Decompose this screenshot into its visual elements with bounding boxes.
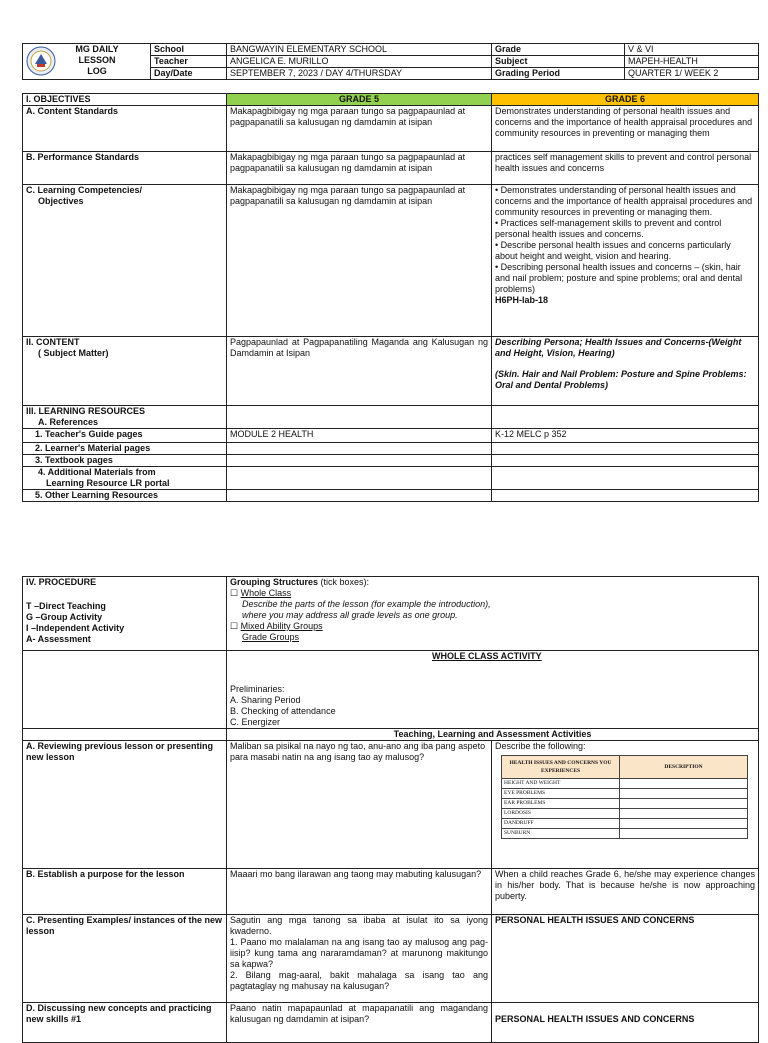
competencies-label bbox=[23, 185, 227, 337]
describe-following: Describe the following: bbox=[495, 741, 586, 751]
activity-d-g6-text: PERSONAL HEALTH ISSUES AND CONCERNS bbox=[495, 1014, 695, 1024]
description-cell[interactable] bbox=[620, 799, 748, 809]
title-line: MG DAILY bbox=[75, 44, 119, 54]
resources-g6 bbox=[492, 406, 759, 429]
legend-item: T –Direct Teaching bbox=[26, 601, 106, 611]
competencies-label-line: C. Learning Competencies/ bbox=[26, 185, 143, 195]
additional-materials-g5 bbox=[227, 467, 492, 490]
school-value: BANGWAYIN ELEMENTARY SCHOOL bbox=[227, 44, 492, 56]
deped-seal-icon bbox=[26, 46, 56, 76]
health-issue-row: EAR PROBLEMS bbox=[502, 799, 620, 809]
content-label bbox=[23, 337, 227, 406]
mixed-ability-checkbox[interactable]: ☐ bbox=[230, 621, 239, 631]
grade5-header: GRADE 5 bbox=[227, 94, 492, 106]
health-issue-row: EYE PROBLEMS bbox=[502, 789, 620, 799]
resources-g5 bbox=[227, 406, 492, 429]
activity-a-g5: Maliban sa pisikal na nayo ng tao, anu-ano ang iba pang aspeto para masabi natin na ang isang tao ay malusog? bbox=[227, 741, 492, 869]
resources-heading bbox=[23, 406, 227, 429]
grade6-header: GRADE 6 bbox=[492, 94, 759, 106]
preliminaries-label: Preliminaries: bbox=[230, 684, 285, 694]
legend-item: I –Independent Activity bbox=[26, 623, 125, 633]
legend-item: A- Assessment bbox=[26, 634, 91, 644]
other-resources-label: 5. Other Learning Resources bbox=[23, 490, 227, 502]
content-standards-g6: Demonstrates understanding of personal health issues and concerns and the importance of health appraisal procedures and community resources in preventing or managing them bbox=[492, 106, 759, 152]
whole-class-activity-title: WHOLE CLASS ACTIVITY bbox=[432, 651, 542, 661]
competency-item: • Describing personal health issues and concerns – (skin, hair and nail problem; posture and spine problems; oral and dental problems) bbox=[495, 262, 743, 294]
activity-b-g5: Maaari mo bang ilarawan ang taong may mabuting kalusugan? bbox=[227, 869, 492, 915]
additional-materials-g6 bbox=[492, 467, 759, 490]
grouping-suffix: (tick boxes): bbox=[318, 577, 370, 587]
activity-c-g5 bbox=[227, 915, 492, 1003]
grade-groups-label: Grade Groups bbox=[242, 632, 300, 642]
competency-code: H6PH-lab-18 bbox=[495, 295, 549, 305]
content-g5: Pagpapaunlad at Pagpapanatiling Maganda ang Kalusugan ng Damdamin at Isipan bbox=[227, 337, 492, 406]
whole-class-desc: Describe the parts of the lesson (for example the introduction), bbox=[242, 599, 491, 609]
procedure-heading: IV. PROCEDURE bbox=[26, 577, 97, 587]
subject-label: Subject bbox=[492, 56, 625, 68]
whole-class-label: Whole Class bbox=[240, 588, 292, 598]
content-g6-part: Describing Persona; Health Issues and Concerns-(Weight and Height, Vision, Hearing) bbox=[495, 337, 742, 358]
subject-value: MAPEH-HEALTH bbox=[625, 56, 759, 68]
description-cell[interactable] bbox=[620, 819, 748, 829]
content-standards-g5: Makapagbibigay ng mga paraan tungo sa pagpapaunlad at pagpapanatili sa kalusugan ng damdamin at isipan bbox=[227, 106, 492, 152]
activity-c-label: C. Presenting Examples/ instances of the new lesson bbox=[23, 915, 227, 1003]
textbook-g6 bbox=[492, 455, 759, 467]
teachers-guide-label: 1. Teacher's Guide pages bbox=[23, 429, 227, 443]
competency-item: • Demonstrates understanding of personal health issues and concerns and the importance of health appraisal procedures and community resources in preventing or managing them. bbox=[495, 185, 753, 217]
activity-d-label: D. Discussing new concepts and practicing new skills #1 bbox=[23, 1003, 227, 1043]
competencies-g5: Makapagbibigay ng mga paraan tungo sa pagpapaunlad at pagpapanatili sa kalusugan ng damdamin at isipan bbox=[227, 185, 492, 337]
health-issue-row: DANDRUFF bbox=[502, 819, 620, 829]
content-g6-part: (Skin. Hair and Nail Problem: Posture and Spine Problems: Oral and Dental Problems) bbox=[495, 369, 747, 390]
date-label: Day/Date bbox=[151, 68, 227, 80]
description-cell[interactable] bbox=[620, 789, 748, 799]
date-value: SEPTEMBER 7, 2023 / DAY 4/THURSDAY bbox=[227, 68, 492, 80]
competency-item: • Practices self-management skills to prevent and control personal health issues and concerns. bbox=[495, 218, 722, 239]
health-issue-row: HEIGHT AND WEIGHT bbox=[502, 779, 620, 789]
performance-standards-g6: practices self management skills to prevent and control personal health issues and concerns bbox=[492, 152, 759, 185]
preliminary-item: A. Sharing Period bbox=[230, 695, 301, 705]
activity-c-g6: PERSONAL HEALTH ISSUES AND CONCERNS bbox=[492, 915, 759, 1003]
additional-materials-label bbox=[23, 467, 227, 490]
description-cell[interactable] bbox=[620, 809, 748, 819]
whole-class-desc: where you may address all grade levels as one group. bbox=[242, 610, 458, 620]
activity-d-g6 bbox=[492, 1003, 759, 1043]
dll-title-cell bbox=[23, 44, 151, 80]
grouping-structures-cell bbox=[227, 577, 759, 651]
activity-a-label: A. Reviewing previous lesson or presenting new lesson bbox=[23, 741, 227, 869]
objectives-table bbox=[22, 93, 759, 502]
content-label-line: ( Subject Matter) bbox=[38, 348, 109, 358]
preliminary-item: B. Checking of attendance bbox=[230, 706, 336, 716]
activity-c-intro: Sagutin ang mga tanong sa ibaba at isulat ito sa iyong kwaderno. bbox=[230, 915, 488, 936]
performance-standards-g5: Makapagbibigay ng mga paraan tungo sa pagpapaunlad at pagpapanatili sa kalusugan ng damdamin at isipan bbox=[227, 152, 492, 185]
health-issues-col-header: HEALTH ISSUES AND CONCERNS YOU EXPERIENCES bbox=[502, 756, 620, 779]
teachers-guide-g5: MODULE 2 HEALTH bbox=[227, 429, 492, 443]
health-issue-row: LORDOSIS bbox=[502, 809, 620, 819]
other-resources-g5 bbox=[227, 490, 492, 502]
grade-value: V & VI bbox=[625, 44, 759, 56]
procedure-heading-cell bbox=[23, 577, 227, 651]
competencies-label-line: Objectives bbox=[38, 196, 84, 206]
activity-b-g6: When a child reaches Grade 6, he/she may experience changes in his/her body. That is because he/she is now approaching puberty. bbox=[492, 869, 759, 915]
school-label: School bbox=[151, 44, 227, 56]
description-col-header: DESCRIPTION bbox=[620, 756, 748, 779]
competency-item: • Describe personal health issues and concerns particularly about height and weight, vision and hearing. bbox=[495, 240, 731, 261]
procedure-table bbox=[22, 576, 759, 1043]
header-table bbox=[22, 43, 759, 80]
learners-material-label: 2. Learner's Material pages bbox=[23, 443, 227, 455]
textbook-g5 bbox=[227, 455, 492, 467]
additional-materials-line: 4. Additional Materials from bbox=[38, 467, 156, 477]
whole-class-activity-cell bbox=[227, 651, 759, 729]
activity-b-label: B. Establish a purpose for the lesson bbox=[23, 869, 227, 915]
references-label: A. References bbox=[38, 417, 99, 427]
additional-materials-line: Learning Resource LR portal bbox=[46, 478, 170, 488]
performance-standards-label: B. Performance Standards bbox=[23, 152, 227, 185]
title-line: LOG bbox=[87, 66, 107, 76]
resources-heading-text: III. LEARNING RESOURCES bbox=[26, 406, 146, 416]
title-line: LESSON bbox=[78, 55, 116, 65]
textbook-label: 3. Textbook pages bbox=[23, 455, 227, 467]
mixed-ability-label: Mixed Ability Groups bbox=[240, 621, 323, 631]
activity-d-g5: Paano natin mapapaunlad at mapapanatili ang magandang kalusugan ng damdamin at isipan? bbox=[227, 1003, 492, 1043]
description-cell[interactable] bbox=[620, 779, 748, 789]
whole-class-checkbox[interactable]: ☐ bbox=[230, 588, 239, 598]
activity-a-g6 bbox=[492, 741, 759, 869]
content-label-line: II. CONTENT bbox=[26, 337, 80, 347]
competencies-g6 bbox=[492, 185, 759, 337]
preliminaries-left bbox=[23, 651, 227, 729]
learners-material-g5 bbox=[227, 443, 492, 455]
tla-heading: Teaching, Learning and Assessment Activities bbox=[227, 729, 759, 741]
period-label: Grading Period bbox=[492, 68, 625, 80]
tla-left bbox=[23, 729, 227, 741]
legend-item: G –Group Activity bbox=[26, 612, 103, 622]
objectives-heading: I. OBJECTIVES bbox=[23, 94, 227, 106]
teachers-guide-g6: K-12 MELC p 352 bbox=[492, 429, 759, 443]
learners-material-g6 bbox=[492, 443, 759, 455]
description-cell[interactable] bbox=[620, 829, 748, 839]
health-issue-row: SUNBURN bbox=[502, 829, 620, 839]
teacher-value: ANGELICA E. MURILLO bbox=[227, 56, 492, 68]
period-value: QUARTER 1/ WEEK 2 bbox=[625, 68, 759, 80]
teacher-label: Teacher bbox=[151, 56, 227, 68]
activity-c-question: 1. Paano mo malalaman na ang isang tao ay malusog ang pag-iisip? kung tama ang nararamdaman? at marunong makitungo sa kapwa? bbox=[230, 937, 488, 969]
activity-c-question: 2. Bilang mag-aaral, bakit mahalaga sa isang tao ang pagtataglay ng mahusay na kalusugan? bbox=[230, 970, 488, 991]
content-g6 bbox=[492, 337, 759, 406]
health-issues-table bbox=[501, 755, 748, 839]
other-resources-g6 bbox=[492, 490, 759, 502]
preliminary-item: C. Energizer bbox=[230, 717, 281, 727]
grouping-title: Grouping Structures bbox=[230, 577, 319, 587]
content-standards-label: A. Content Standards bbox=[23, 106, 227, 152]
grade-label: Grade bbox=[492, 44, 625, 56]
